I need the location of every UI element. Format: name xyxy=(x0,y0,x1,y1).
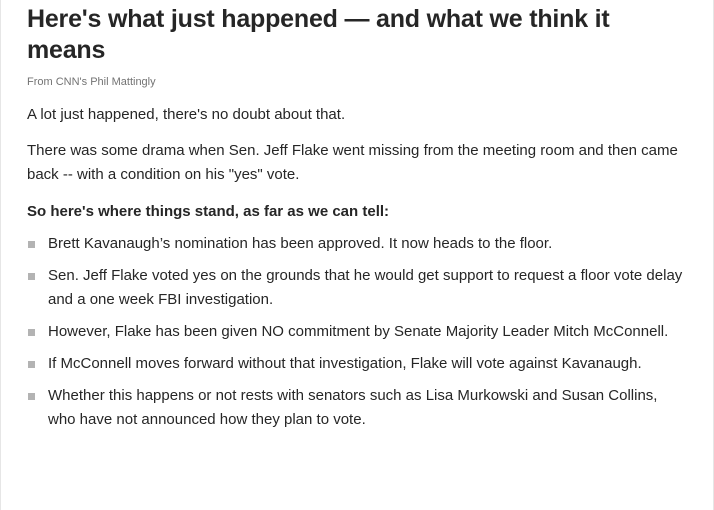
bullet-item xyxy=(27,320,687,344)
bullet-list xyxy=(27,232,687,432)
bullet-item xyxy=(27,232,687,256)
square-bullet-icon xyxy=(28,241,35,248)
bullet-item xyxy=(27,384,687,432)
post-headline: Here's what just happened — and what we think it means xyxy=(27,5,610,64)
bullet-text: However, Flake has been given NO commitment by Senate Majority Leader Mitch McConnell. xyxy=(48,323,669,340)
square-bullet-icon xyxy=(28,393,35,400)
square-bullet-icon xyxy=(28,329,35,336)
square-bullet-icon xyxy=(28,361,35,368)
bullet-item xyxy=(27,264,687,312)
bullet-text: If McConnell moves forward without that investigation, Flake will vote against Kavanaugh. xyxy=(48,355,642,372)
bullet-item xyxy=(27,352,687,376)
post-byline: From CNN's Phil Mattingly xyxy=(27,76,156,88)
bullet-text: Whether this happens or not rests with senators such as Lisa Murkowski and Susan Collins, who have not announced how they plan to vote. xyxy=(48,387,658,428)
bullet-text: Brett Kavanaugh’s nomination has been approved. It now heads to the floor. xyxy=(48,235,553,252)
square-bullet-icon xyxy=(28,273,35,280)
post-paragraph: A lot just happened, there's no doubt about that. xyxy=(27,106,346,123)
post-paragraph: There was some drama when Sen. Jeff Flake went missing from the meeting room and then came back -- with a condition on his "yes" vote. xyxy=(27,142,678,183)
bullet-text: Sen. Jeff Flake voted yes on the grounds that he would get support to request a floor vote delay and a one week FBI investigation. xyxy=(48,267,683,308)
post-subhead: So here's where things stand, as far as we can tell: xyxy=(27,203,390,220)
